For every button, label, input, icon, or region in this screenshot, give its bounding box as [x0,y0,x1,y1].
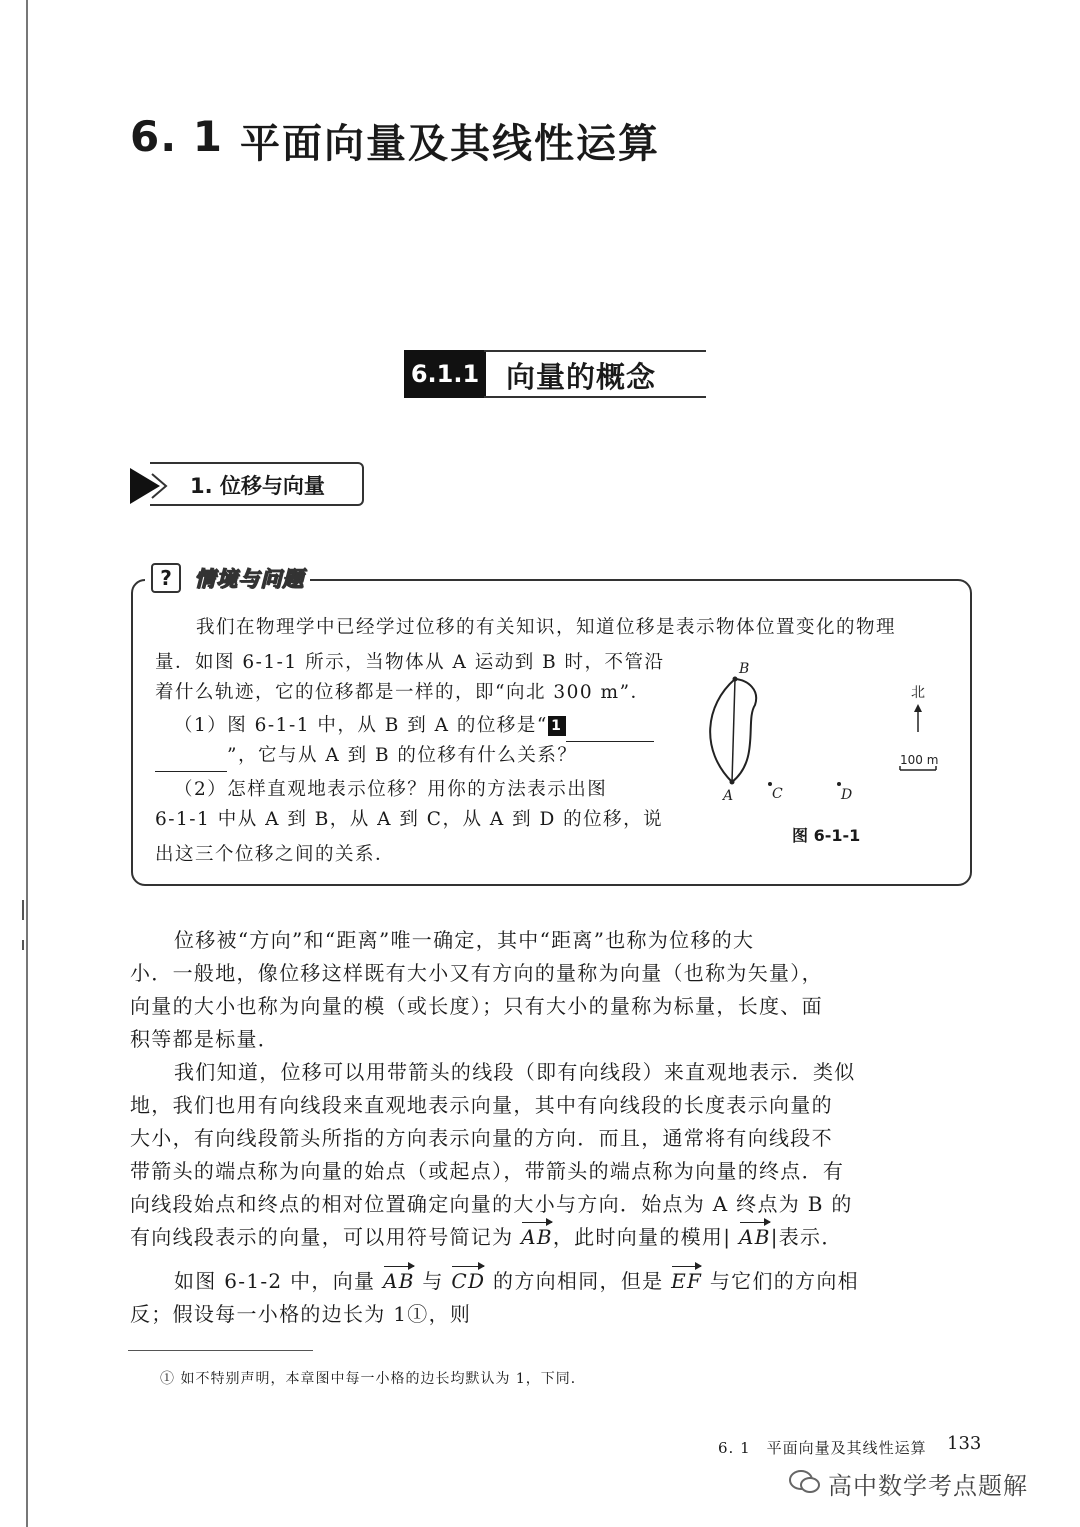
point-a-label: A [723,788,734,804]
question-1-tail: ”，它与从 A 到 B 的位移有什么关系？ [227,745,578,766]
box-line: 出这三个位移之间的关系． [155,844,396,865]
wechat-icon [788,1468,822,1496]
situation-box-label: 情境与问题 [194,567,305,591]
running-head: 6. 1 平面向量及其线性运算 [718,1439,927,1457]
box-line: 我们在物理学中已经学过位移的有关知识，知道位移是表示物体位置变化的物理 [196,617,897,638]
box-line [174,708,654,742]
scan-mark [22,940,24,950]
footnote: ① 如不特别声明，本章图中每一小格的边长均默认为 1，下同． [160,1371,586,1387]
paragraph-line: 积等都是标量． [130,1027,280,1051]
vector-ab: AB [521,1221,553,1254]
answer-blank[interactable] [155,738,227,772]
paragraph-line: 带箭头的端点称为向量的始点（或起点），带箭头的端点称为向量的终点．有 [130,1159,845,1183]
subsection-title: 1. 位移与向量 [190,474,325,498]
chapter-number: 6. 1 [130,112,224,161]
vector-ab: AB [383,1265,415,1298]
displacement-line [732,679,735,782]
scan-edge-line [26,0,28,1527]
paragraph-line: 地，我们也用有向线段来直观地表示向量，其中有向线段的长度表示向量的 [130,1093,833,1117]
paragraph-line: 我们知道，位移可以用带箭头的线段（即有向线段）来直观地表示．类似 [174,1060,856,1084]
box-line: （2）怎样直观地表示位移？用你的方法表示出图 [174,779,608,800]
footnote-rule [128,1350,313,1351]
paragraph-line: 小．一般地，像位移这样既有大小又有方向的量称为向量（也称为矢量）， [130,961,823,985]
figure-6-1-1 [700,650,950,810]
blank-number: 1 [548,716,566,736]
paragraph-line: 位移被“方向”和“距离”唯一确定，其中“距离”也称为位移的大 [174,928,755,952]
point-b-label: B [739,661,750,677]
situation-box-header [145,563,310,593]
section-badge: 6.1.1 [404,350,486,398]
paragraph-line: 反；假设每一小格的边长为 1①，则 [130,1302,472,1326]
box-line: 着什么轨迹，它的位移都是一样的，即“向北 300 m”． [155,682,651,703]
north-label: 北 [911,685,925,701]
paragraph-line: 向量的大小也称为向量的模（或长度）；只有大小的量称为标量，长度、面 [130,994,823,1018]
scan-mark [22,900,24,920]
paragraph-line: 有向线段表示的向量，可以用符号简记为 AB，此时向量的模用| AB|表示． [130,1221,843,1254]
vector-cd: CD [451,1265,485,1298]
paragraph-line: 如图 6-1-2 中，向量 AB 与 CD 的方向相同，但是 EF 与它们的方向相 [174,1265,859,1298]
vector-ab: AB [739,1221,771,1254]
scale-label: 100 m [900,753,939,767]
figure-caption: 图 6-1-1 [792,826,861,845]
question-icon: ? [151,563,181,593]
section-title: 向量的概念 [506,360,657,394]
point-c-label: C [772,786,783,802]
chapter-title: 平面向量及其线性运算 [240,121,660,167]
point-d-label: D [841,787,853,803]
question-1-text: （1）图 6-1-1 中，从 B 到 A 的位移是“ [174,715,548,736]
box-line [155,738,577,772]
page-number: 133 [947,1433,982,1454]
answer-blank[interactable] [566,708,654,742]
paragraph-line: 大小，有向线段箭头所指的方向表示向量的方向．而且，通常将有向线段不 [130,1126,833,1150]
box-line: 6-1-1 中从 A 到 B，从 A 到 C，从 A 到 D 的位移，说 [155,809,664,830]
box-line: 量．如图 6-1-1 所示，当物体从 A 运动到 B 时，不管沿 [155,652,665,673]
paragraph-line: 向线段始点和终点的相对位置确定向量的大小与方向．始点为 A 终点为 B 的 [130,1192,853,1216]
vector-ef: EF [671,1265,702,1298]
watermark: 高中数学考点题解 [828,1472,1028,1500]
